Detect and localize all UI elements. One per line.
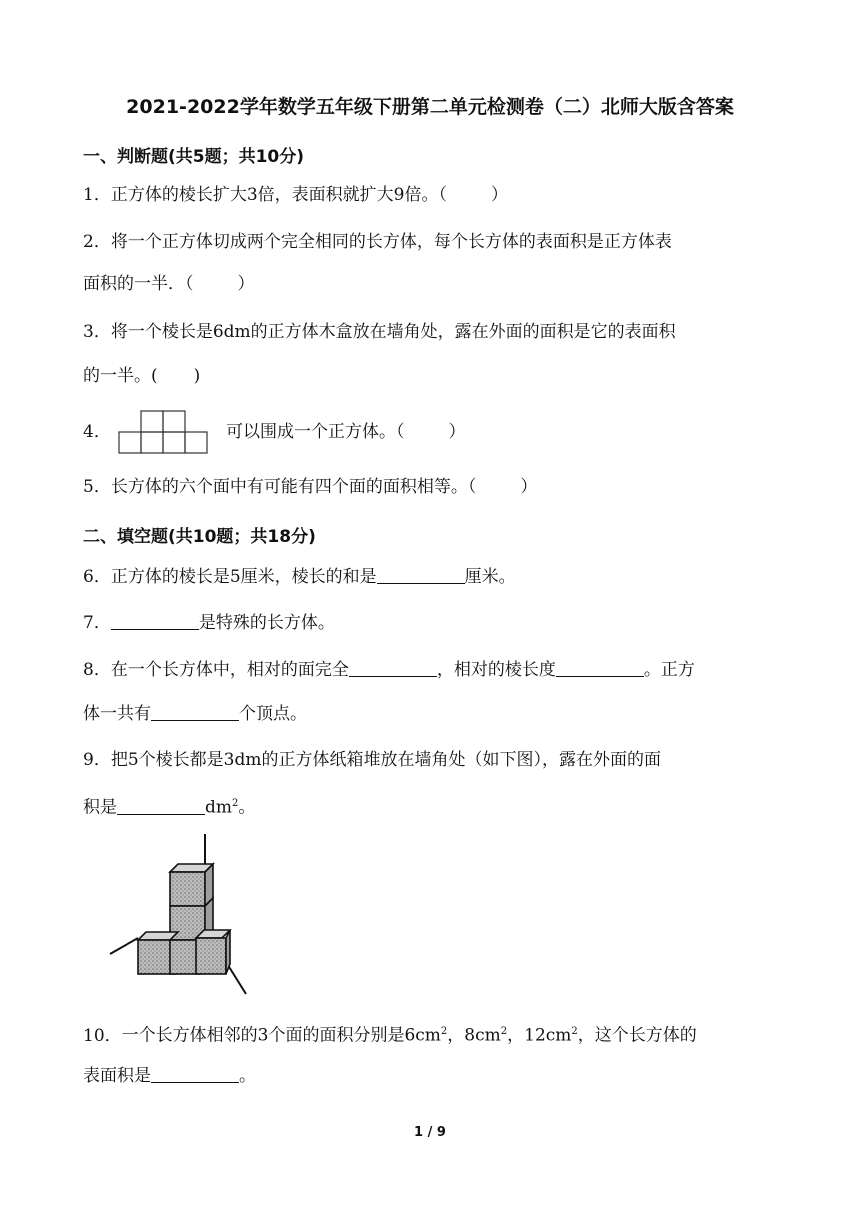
- unit: dm: [205, 797, 233, 818]
- answer-blank[interactable]: [117, 796, 205, 815]
- question-paren-end: ）: [490, 185, 508, 205]
- question-text: 把5个棱长都是3dm的正方体纸箱堆放在墙角处（如下图），露在外面的面: [110, 750, 661, 770]
- question-10: 10．一个长方体相邻的3个面的面积分别是$6cm^2$，$8cm^2$，$12cm^2$，这个长方体的: [83, 1025, 697, 1046]
- cube-net-figure: [118, 408, 210, 454]
- question-paren-end: ）: [237, 274, 255, 294]
- question-text: 积是: [83, 797, 117, 818]
- question-4-text: [226, 420, 466, 444]
- question-number: 4．: [83, 422, 111, 442]
- question-9-cont: 积是 $dm^2$。: [83, 797, 256, 818]
- question-text: 在一个长方体中，相对的面完全: [110, 660, 349, 680]
- answer-blank[interactable]: [349, 658, 437, 677]
- page-title: 2021-2022学年数学五年级下册第二单元检测卷（二）北师大版含答案: [126, 96, 734, 118]
- stacked-cubes-figure: [108, 832, 258, 1000]
- question-7: [83, 611, 335, 635]
- question-3: [83, 320, 676, 344]
- question-text-end: 。: [238, 797, 256, 818]
- question-9: [83, 748, 661, 772]
- question-paren-end: ）: [448, 422, 466, 442]
- question-3-cont: [83, 364, 200, 388]
- question-number: 9．: [83, 750, 111, 770]
- answer-blank[interactable]: [111, 611, 199, 630]
- question-text: 正方体的棱长扩大3倍，表面积就扩大9倍。（: [110, 185, 447, 205]
- question-text: ，相对的棱长度: [436, 660, 556, 680]
- question-number: 5．: [83, 477, 111, 497]
- question-text: 体一共有: [83, 704, 151, 724]
- question-10-cont: [83, 1064, 256, 1088]
- question-number: 1．: [83, 185, 111, 205]
- question-text: 将一个正方体切成两个完全相同的长方体，每个长方体的表面积是正方体表: [110, 232, 672, 252]
- question-8-cont: [83, 702, 307, 726]
- answer-blank[interactable]: [151, 1064, 239, 1083]
- question-text-end: 厘米。: [464, 567, 516, 587]
- question-2-cont: [83, 272, 255, 296]
- question-paren-end: ): [193, 366, 201, 386]
- question-text-end: 是特殊的长方体。: [198, 613, 335, 633]
- question-text: 面积的一半．（: [83, 274, 194, 294]
- question-text-end: 个顶点。: [239, 704, 307, 724]
- section-heading-judgement: 一、判断题(共5题；共10分): [83, 147, 305, 167]
- question-text: 正方体的棱长是5厘米，棱长的和是: [110, 567, 377, 587]
- question-8: [83, 658, 695, 682]
- question-paren-end: ）: [520, 477, 538, 497]
- question-number: 8．: [83, 660, 111, 680]
- question-5: [83, 475, 537, 499]
- answer-blank[interactable]: [377, 565, 465, 584]
- question-4: [83, 420, 111, 444]
- question-number: 10．: [83, 1025, 122, 1046]
- answer-blank[interactable]: [556, 658, 644, 677]
- question-6: [83, 565, 516, 589]
- question-text: 长方体的六个面中有可能有四个面的面积相等。（: [110, 477, 477, 497]
- page-number: 1 / 9: [414, 1125, 446, 1140]
- question-text: 的一半。(: [83, 366, 158, 386]
- question-number: 7．: [83, 613, 111, 633]
- question-text: 可以围成一个正方体。（: [226, 422, 405, 442]
- question-number: 3．: [83, 322, 111, 342]
- answer-blank[interactable]: [151, 702, 239, 721]
- question-text: 表面积是: [83, 1066, 151, 1086]
- question-1: [83, 183, 508, 207]
- question-text: 。正方: [643, 660, 695, 680]
- question-number: 2．: [83, 232, 111, 252]
- question-number: 6．: [83, 567, 111, 587]
- question-text: 将一个棱长是6dm的正方体木盒放在墙角处，露在外面的面积是它的表面积: [110, 322, 676, 342]
- question-2: [83, 230, 672, 254]
- section-heading-fill-blank: 二、填空题(共10题；共18分): [83, 527, 316, 547]
- question-text-end: 。: [239, 1066, 256, 1086]
